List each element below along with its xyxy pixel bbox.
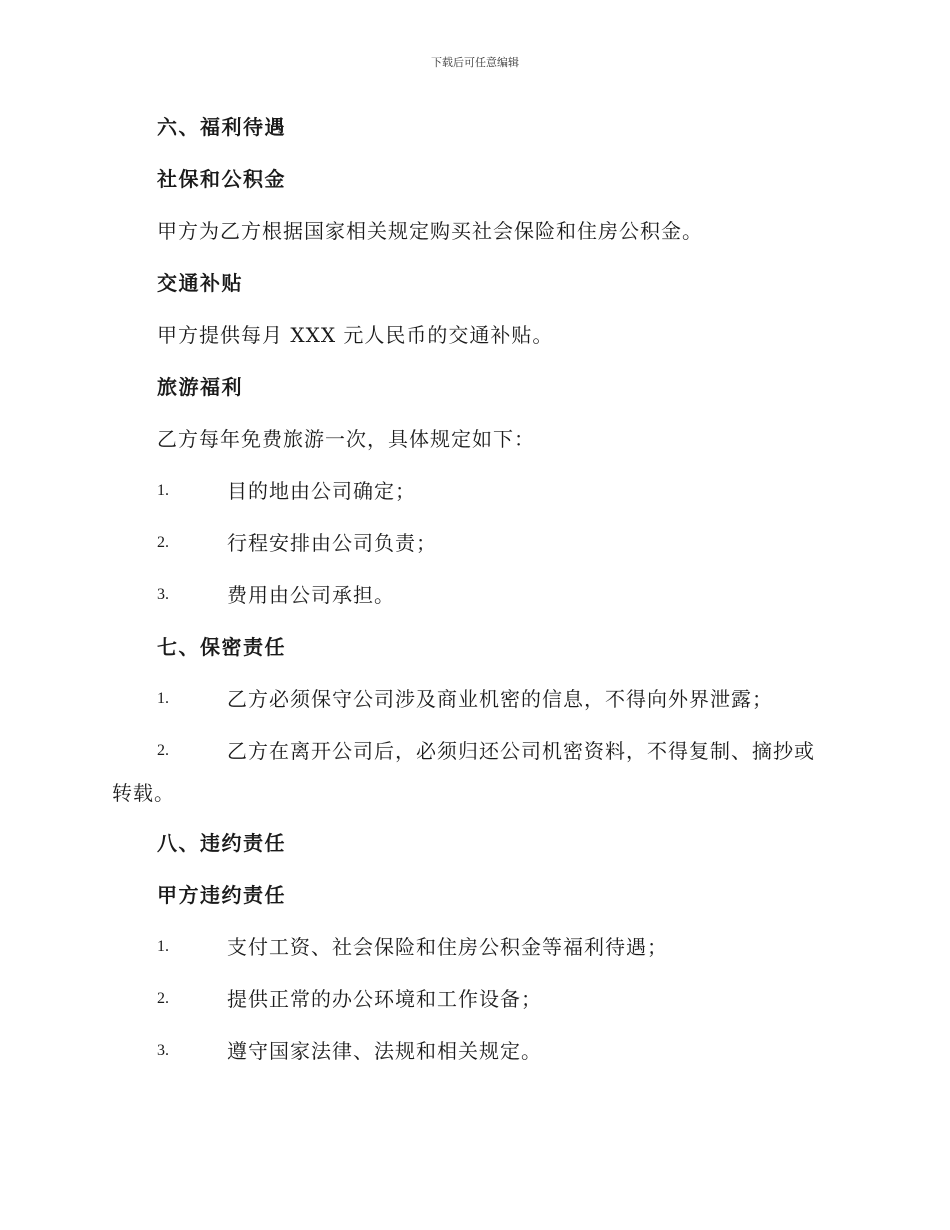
list-item: 目的地由公司确定； xyxy=(227,479,416,503)
subsection-title: 甲方违约责任 xyxy=(157,883,286,907)
list-item-number: 3. xyxy=(157,586,169,603)
paragraph: 甲方提供每月 XXX 元人民币的交通补贴。 xyxy=(157,323,554,347)
list-item: 乙方必须保守公司涉及商业机密的信息，不得向外界泄露； xyxy=(227,687,773,711)
section-title: 六、福利待遇 xyxy=(157,115,286,139)
list-item-number: 2. xyxy=(157,990,169,1007)
paragraph: 甲方为乙方根据国家相关规定购买社会保险和住房公积金。 xyxy=(157,219,703,243)
list-item: 乙方在离开公司后，必须归还公司机密资料，不得复制、摘抄或 xyxy=(227,739,815,763)
list-item-number: 1. xyxy=(157,938,169,955)
page-header: 下载后可任意编辑 xyxy=(431,56,519,69)
list-item-number: 2. xyxy=(157,534,169,551)
section-title: 七、保密责任 xyxy=(157,635,286,659)
section-title: 八、违约责任 xyxy=(157,831,286,855)
list-item-number: 3. xyxy=(157,1042,169,1059)
subsection-title: 交通补贴 xyxy=(157,271,243,295)
list-item: 支付工资、社会保险和住房公积金等福利待遇； xyxy=(227,935,668,959)
list-item: 提供正常的办公环境和工作设备； xyxy=(227,987,542,1011)
paragraph: 乙方每年免费旅游一次，具体规定如下： xyxy=(157,427,535,451)
subsection-title: 旅游福利 xyxy=(157,375,243,399)
list-item-number: 1. xyxy=(157,690,169,707)
list-item-number: 2. xyxy=(157,742,169,759)
list-item-number: 1. xyxy=(157,482,169,499)
list-item: 费用由公司承担。 xyxy=(227,583,395,607)
list-item: 行程安排由公司负责； xyxy=(227,531,437,555)
list-item-continuation: 转载。 xyxy=(112,781,175,805)
subsection-title: 社保和公积金 xyxy=(157,167,286,191)
list-item: 遵守国家法律、法规和相关规定。 xyxy=(227,1039,542,1063)
